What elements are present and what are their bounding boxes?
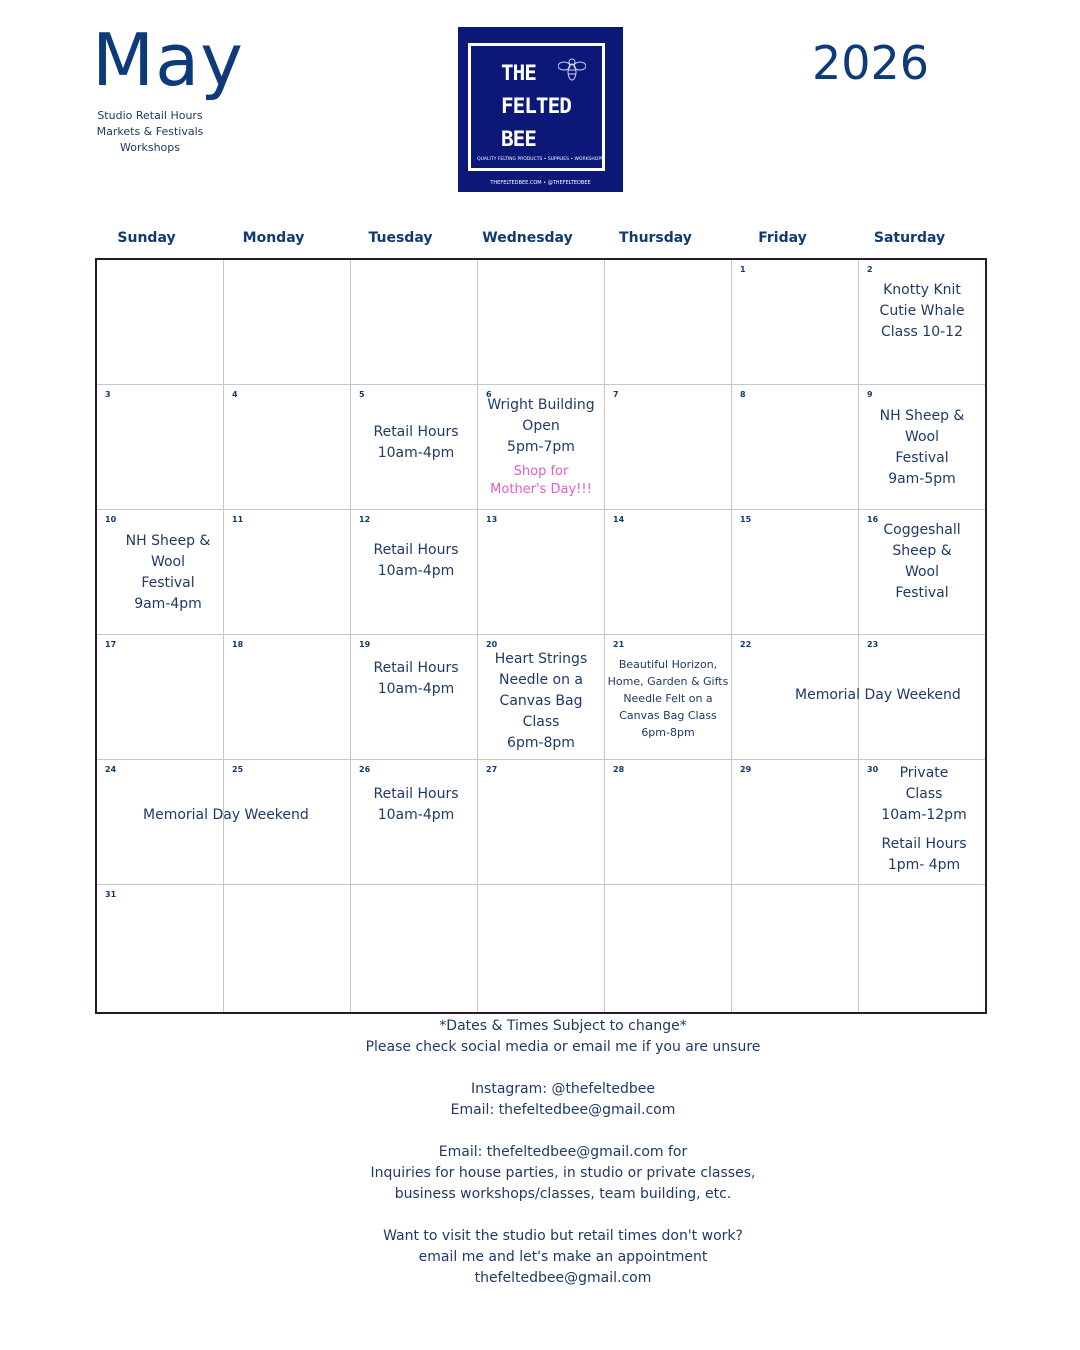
day-cell-12: [351, 510, 478, 635]
event-retail-hours: [351, 784, 481, 826]
day-number: 23: [867, 640, 879, 649]
day-number: 15: [740, 515, 752, 524]
event-private-class: [861, 763, 987, 826]
empty-day-cell: [351, 885, 478, 1012]
event-line: Class: [905, 786, 943, 802]
day-cell-8: [732, 385, 859, 510]
footer-line: *Dates & Times Subject to change*: [439, 1018, 687, 1034]
day-header-tuesday: Tuesday: [368, 230, 433, 246]
logo-line: BEE: [501, 127, 536, 151]
event-line: Festival: [141, 575, 195, 591]
event-line: Retail Hours: [373, 660, 459, 676]
day-number: 8: [740, 390, 746, 399]
day-cell-4: [224, 385, 351, 510]
empty-day-cell: [224, 885, 351, 1012]
event-line: 10am-4pm: [377, 445, 455, 461]
day-number: 30: [867, 765, 879, 774]
event-line: 10am-4pm: [377, 563, 455, 579]
event-line: 9am-4pm: [134, 596, 202, 612]
empty-day-cell: [732, 885, 859, 1012]
day-number: 10: [105, 515, 117, 524]
event-line: 10am-4pm: [377, 681, 455, 697]
event-line: Wright Building: [487, 397, 595, 413]
event-line: Retail Hours: [373, 786, 459, 802]
day-cell-21: [605, 635, 732, 760]
day-number: 31: [105, 890, 117, 899]
event-retail-hours: [351, 422, 481, 464]
event-line: Mother's Day!!!: [490, 482, 592, 497]
event-heart-strings-class: [478, 649, 604, 754]
event-line: NH Sheep &: [879, 408, 965, 424]
day-cell-2: [859, 260, 985, 385]
event-memorial-day-weekend: Memorial Day Weekend: [795, 687, 961, 703]
footer-spacer: [90, 1121, 1036, 1142]
event-nh-sheep-wool-festival: [105, 531, 231, 615]
event-wright-building-open: [478, 395, 604, 458]
event-line: Canvas Bag: [499, 693, 583, 709]
event-line: Home, Garden & Gifts: [607, 675, 729, 688]
day-cell-10: [97, 510, 224, 635]
footer-line: Email: thefeltedbee@gmail.com for: [438, 1144, 688, 1160]
event-line: 9am-5pm: [888, 471, 956, 487]
day-number: 26: [359, 765, 371, 774]
event-line: Needle on a: [498, 672, 583, 688]
event-line: Shop for: [513, 464, 569, 479]
day-cell-17: [97, 635, 224, 760]
event-line: Wool: [150, 554, 186, 570]
event-line: Retail Hours: [373, 542, 459, 558]
footer-spacer: [90, 1058, 1036, 1079]
day-cell-16: [859, 510, 985, 635]
event-line: 10am-4pm: [377, 807, 455, 823]
footer-line: Inquiries for house parties, in studio or private classes,: [370, 1165, 756, 1181]
day-number: 16: [867, 515, 879, 524]
day-number: 19: [359, 640, 371, 649]
day-number: 3: [105, 390, 111, 399]
day-number: 21: [613, 640, 625, 649]
event-retail-hours: [351, 658, 481, 700]
day-cell-1: [732, 260, 859, 385]
day-number: 17: [105, 640, 117, 649]
event-line: Wool: [904, 564, 940, 580]
day-cell-31: [97, 885, 224, 1012]
event-line: Heart Strings: [494, 651, 588, 667]
logo-line: THE: [501, 61, 536, 85]
day-number: 12: [359, 515, 371, 524]
day-number: 27: [486, 765, 498, 774]
footer-line: email me and let's make an appointment: [418, 1249, 708, 1265]
event-line: Cutie Whale: [879, 303, 965, 319]
day-cell-27: [478, 760, 605, 885]
event-line: 6pm-8pm: [641, 726, 695, 739]
empty-day-cell: [224, 260, 351, 385]
empty-day-cell: [478, 885, 605, 1012]
day-header-wednesday: Wednesday: [482, 230, 573, 246]
event-line: Festival: [895, 450, 949, 466]
day-cell-5: [351, 385, 478, 510]
event-line: Beautiful Horizon,: [618, 658, 718, 671]
day-header-monday: Monday: [242, 230, 305, 246]
calendar-grid: [95, 258, 987, 1014]
footer-notes: [90, 1016, 1036, 1289]
event-line: Sheep &: [892, 543, 952, 559]
day-number: 13: [486, 515, 498, 524]
event-line: Canvas Bag Class: [619, 709, 717, 722]
day-number: 22: [740, 640, 752, 649]
legend-item: Markets & Festivals: [96, 125, 204, 138]
footer-line: Instagram: @thefeltedbee: [471, 1081, 655, 1097]
legend: [90, 108, 210, 156]
empty-day-cell: [605, 885, 732, 1012]
event-retail-hours: [861, 834, 987, 876]
event-mothers-day-note: [478, 463, 604, 499]
event-line: 6pm-8pm: [507, 735, 575, 751]
event-line: Open: [522, 418, 560, 434]
day-cell-14: [605, 510, 732, 635]
day-cell-9: [859, 385, 985, 510]
day-cell-26: [351, 760, 478, 885]
event-line: 5pm-7pm: [507, 439, 575, 455]
event-line: Retail Hours: [881, 836, 967, 852]
event-line: Festival: [895, 585, 949, 601]
day-cell-29: [732, 760, 859, 885]
day-number: 5: [359, 390, 365, 399]
day-number: 28: [613, 765, 625, 774]
day-number: 6: [486, 390, 492, 399]
event-beautiful-horizon-class: [605, 656, 731, 741]
empty-day-cell: [605, 260, 732, 385]
day-cell-13: [478, 510, 605, 635]
year-title: 2026: [812, 36, 930, 90]
day-header-saturday: Saturday: [873, 230, 946, 246]
empty-day-cell: [351, 260, 478, 385]
event-line: Wool: [904, 429, 940, 445]
legend-item: Studio Retail Hours: [97, 109, 203, 122]
event-nh-sheep-wool-festival: [859, 406, 985, 490]
day-cell-7: [605, 385, 732, 510]
day-cell-20: [478, 635, 605, 760]
event-line: Class: [522, 714, 560, 730]
logo-tagline: QUALITY FELTING PRODUCTS • SUPPLIES • WORKSHOPS: [477, 157, 604, 162]
event-memorial-day-weekend: Memorial Day Weekend: [143, 807, 309, 823]
event-line: 10am-12pm: [881, 807, 967, 823]
logo-line: FELTED: [501, 94, 571, 118]
event-line: 1pm- 4pm: [887, 857, 961, 873]
empty-day-cell: [97, 260, 224, 385]
day-number: 14: [613, 515, 625, 524]
event-line: Needle Felt on a: [623, 692, 713, 705]
event-line: Class 10-12: [881, 324, 963, 340]
event-retail-hours: [351, 540, 481, 582]
day-number: 1: [740, 265, 746, 274]
event-line: Knotty Knit: [883, 282, 961, 298]
day-number: 20: [486, 640, 498, 649]
footer-line: Email: thefeltedbee@gmail.com: [450, 1102, 676, 1118]
footer-line: Please check social media or email me if you are unsure: [365, 1039, 761, 1055]
day-number: 7: [613, 390, 619, 399]
logo-site: THEFELTEDBEE.COM • @THEFELTEDBEE: [490, 180, 591, 186]
day-cell-28: [605, 760, 732, 885]
day-cell-15: [732, 510, 859, 635]
event-coggeshall-sheep-wool-festival: [859, 520, 985, 604]
event-line: NH Sheep &: [125, 533, 211, 549]
event-knotty-knit-class: [859, 280, 985, 343]
day-cell-19: [351, 635, 478, 760]
day-number: 24: [105, 765, 117, 774]
event-line: Coggeshall: [883, 522, 961, 538]
footer-line: thefeltedbee@gmail.com: [474, 1270, 652, 1286]
day-number: 11: [232, 515, 244, 524]
day-header-sunday: Sunday: [117, 230, 176, 246]
month-title: May: [92, 18, 244, 102]
day-header-thursday: Thursday: [619, 230, 692, 246]
day-number: 4: [232, 390, 238, 399]
event-line: Retail Hours: [373, 424, 459, 440]
empty-day-cell: [859, 885, 985, 1012]
day-number: 18: [232, 640, 244, 649]
day-cell-30: [859, 760, 985, 885]
day-number: 29: [740, 765, 752, 774]
day-cell-3: [97, 385, 224, 510]
event-line: Private: [899, 765, 949, 781]
legend-item: Workshops: [119, 141, 180, 154]
bee-icon: [558, 53, 586, 85]
empty-day-cell: [478, 260, 605, 385]
day-cell-18: [224, 635, 351, 760]
felted-bee-logo: [458, 27, 623, 192]
footer-line: Want to visit the studio but retail times don't work?: [383, 1228, 743, 1244]
day-cell-6: [478, 385, 605, 510]
day-number: 9: [867, 390, 873, 399]
day-header-friday: Friday: [758, 230, 807, 246]
day-cell-11: [224, 510, 351, 635]
day-number: 2: [867, 265, 873, 274]
footer-spacer: [90, 1205, 1036, 1226]
day-number: 25: [232, 765, 244, 774]
footer-line: business workshops/classes, team building, etc.: [394, 1186, 732, 1202]
